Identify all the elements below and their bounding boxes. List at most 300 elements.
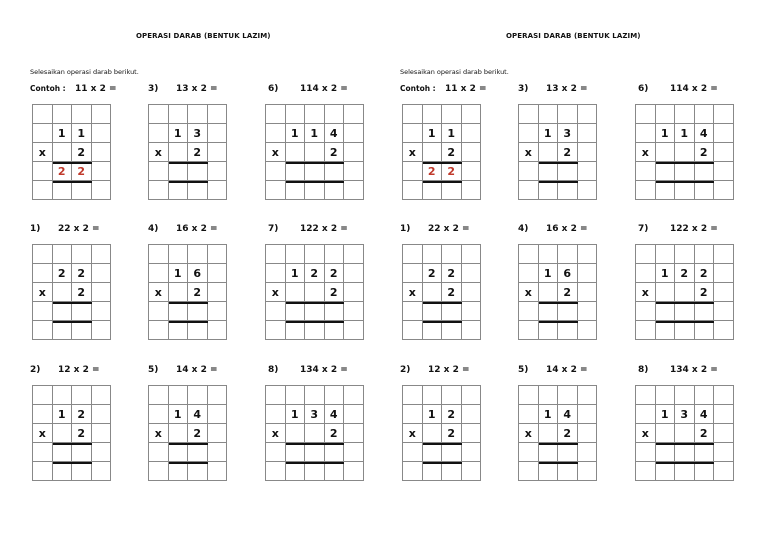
- answer-grid: [402, 385, 481, 481]
- grid-cell: [578, 405, 598, 424]
- problem-label: [518, 224, 588, 234]
- answer-cell[interactable]: [286, 162, 306, 181]
- grid-cell: [578, 386, 598, 405]
- grid-cell: [675, 245, 695, 264]
- answer-cell[interactable]: [656, 443, 676, 462]
- answer-top-rule: [539, 302, 578, 304]
- grid-cell: [72, 105, 92, 124]
- grid-cell: [286, 181, 306, 200]
- answer-cell[interactable]: [519, 443, 539, 462]
- multiplicand-digit: 1: [169, 264, 189, 283]
- answer-cell[interactable]: [149, 302, 169, 321]
- problem-number: 1): [400, 224, 411, 234]
- answer-top-rule: [423, 302, 462, 304]
- answer-cell[interactable]: [462, 162, 482, 181]
- grid-cell: [286, 283, 306, 302]
- answer-cell[interactable]: [578, 162, 598, 181]
- grid-cell: [578, 283, 598, 302]
- grid-cell: [325, 386, 345, 405]
- grid-cell: [53, 105, 73, 124]
- answer-cell[interactable]: [714, 302, 734, 321]
- grid-cell: [53, 181, 73, 200]
- problem-label: [518, 84, 588, 94]
- grid-cell: [286, 321, 306, 340]
- multiplicand-digit: 2: [72, 264, 92, 283]
- answer-cell[interactable]: [539, 162, 559, 181]
- grid-cell: [636, 405, 656, 424]
- grid-cell: [558, 386, 578, 405]
- grid-cell: [188, 105, 208, 124]
- grid-cell: [149, 405, 169, 424]
- grid-cell: [53, 143, 73, 162]
- grid-cell: [558, 462, 578, 481]
- grid-cell: [286, 386, 306, 405]
- grid-cell: [305, 462, 325, 481]
- grid-cell: [92, 386, 112, 405]
- grid-cell: [462, 321, 482, 340]
- answer-cell[interactable]: [92, 162, 112, 181]
- grid-cell: [403, 105, 423, 124]
- grid-cell: [462, 245, 482, 264]
- answer-cell[interactable]: [558, 162, 578, 181]
- grid-cell: [462, 405, 482, 424]
- answer-cell[interactable]: [169, 162, 189, 181]
- answer-cell[interactable]: [675, 443, 695, 462]
- multiplier-digit: 2: [325, 424, 345, 443]
- answer-cell[interactable]: [539, 443, 559, 462]
- answer-cell[interactable]: [423, 302, 443, 321]
- grid-cell: [442, 181, 462, 200]
- answer-cell[interactable]: [578, 302, 598, 321]
- answer-cell[interactable]: [266, 443, 286, 462]
- grid-cell: [208, 124, 228, 143]
- grid-cell: [149, 264, 169, 283]
- grid-cell: [208, 321, 228, 340]
- grid-cell: [92, 264, 112, 283]
- grid-cell: [462, 264, 482, 283]
- answer-cell[interactable]: [714, 443, 734, 462]
- grid-cell: [578, 462, 598, 481]
- answer-cell[interactable]: [33, 162, 53, 181]
- grid-cell: [403, 386, 423, 405]
- grid-cell: [344, 264, 364, 283]
- grid-cell: [208, 181, 228, 200]
- grid-cell: [188, 386, 208, 405]
- grid-cell: [695, 105, 715, 124]
- grid-cell: [92, 105, 112, 124]
- problem-expression: 114 x 2 =: [670, 84, 718, 94]
- answer-bottom-rule: [539, 462, 578, 464]
- answer-cell[interactable]: [53, 302, 73, 321]
- problem-expression: 11 x 2 =: [445, 84, 487, 94]
- grid-cell: [423, 143, 443, 162]
- answer-bottom-rule: [286, 462, 345, 464]
- problem-label: [30, 365, 100, 375]
- answer-cell[interactable]: [33, 443, 53, 462]
- problem-expression: 114 x 2 =: [300, 84, 348, 94]
- answer-cell[interactable]: [208, 443, 228, 462]
- grid-cell: [423, 283, 443, 302]
- answer-top-rule: [286, 443, 345, 445]
- answer-grid: [518, 385, 597, 481]
- grid-cell: [403, 321, 423, 340]
- multiplicand-digit: 1: [169, 405, 189, 424]
- multiplier-digit: 2: [695, 143, 715, 162]
- answer-top-rule: [656, 302, 715, 304]
- grid-cell: [92, 462, 112, 481]
- grid-cell: [266, 105, 286, 124]
- grid-cell: [539, 424, 559, 443]
- grid-cell: [636, 124, 656, 143]
- multiplicand-digit: 3: [675, 405, 695, 424]
- multiplicand-digit: 2: [442, 264, 462, 283]
- problem-expression: 12 x 2 =: [428, 365, 470, 375]
- grid-cell: [208, 105, 228, 124]
- grid-cell: [149, 181, 169, 200]
- answer-grid: [32, 385, 111, 481]
- problem-label: [148, 84, 218, 94]
- answer-cell[interactable]: [325, 302, 345, 321]
- answer-cell[interactable]: [403, 302, 423, 321]
- multiplicand-digit: 4: [188, 405, 208, 424]
- grid-cell: [92, 283, 112, 302]
- grid-cell: [578, 105, 598, 124]
- problem-label: [268, 84, 348, 94]
- grid-cell: [344, 321, 364, 340]
- grid-cell: [266, 181, 286, 200]
- multiplier-digit: 2: [188, 283, 208, 302]
- problem-expression: 22 x 2 =: [428, 224, 470, 234]
- problem-number: 8): [638, 365, 649, 375]
- multiplier-digit: 2: [442, 424, 462, 443]
- grid-cell: [675, 462, 695, 481]
- answer-cell[interactable]: [305, 162, 325, 181]
- problem-number: 1): [30, 224, 41, 234]
- answer-bottom-rule: [423, 462, 462, 464]
- multiply-sign: x: [636, 424, 656, 443]
- answer-cell[interactable]: [519, 162, 539, 181]
- grid-cell: [344, 405, 364, 424]
- answer-cell[interactable]: [305, 302, 325, 321]
- answer-cell[interactable]: [636, 443, 656, 462]
- grid-cell: [539, 321, 559, 340]
- problem-number: 7): [638, 224, 649, 234]
- multiply-sign: x: [636, 143, 656, 162]
- grid-cell: [208, 143, 228, 162]
- grid-cell: [169, 462, 189, 481]
- grid-cell: [344, 462, 364, 481]
- grid-cell: [656, 283, 676, 302]
- grid-cell: [149, 124, 169, 143]
- answer-cell[interactable]: [208, 162, 228, 181]
- grid-cell: [53, 386, 73, 405]
- grid-cell: [344, 105, 364, 124]
- grid-cell: [519, 124, 539, 143]
- answer-cell[interactable]: [656, 302, 676, 321]
- problem-label: [148, 224, 218, 234]
- grid-cell: [403, 462, 423, 481]
- grid-cell: [578, 321, 598, 340]
- problem-number: 6): [638, 84, 649, 94]
- grid-cell: [208, 405, 228, 424]
- grid-cell: [695, 462, 715, 481]
- grid-cell: [33, 405, 53, 424]
- answer-cell[interactable]: [188, 302, 208, 321]
- problem-expression: 14 x 2 =: [546, 365, 588, 375]
- grid-cell: [305, 181, 325, 200]
- grid-cell: [675, 424, 695, 443]
- grid-cell: [539, 283, 559, 302]
- grid-cell: [188, 462, 208, 481]
- grid-cell: [33, 105, 53, 124]
- answer-grid: [32, 104, 111, 200]
- grid-cell: [656, 245, 676, 264]
- grid-cell: [462, 424, 482, 443]
- answer-cell[interactable]: [714, 162, 734, 181]
- grid-cell: [558, 245, 578, 264]
- grid-cell: [539, 143, 559, 162]
- multiplicand-digit: 1: [442, 124, 462, 143]
- grid-cell: [325, 181, 345, 200]
- answer-cell[interactable]: [695, 162, 715, 181]
- answer-cell[interactable]: [169, 443, 189, 462]
- grid-cell: [636, 181, 656, 200]
- worksheet-right: [370, 0, 754, 543]
- grid-cell: [92, 245, 112, 264]
- grid-cell: [578, 424, 598, 443]
- answer-top-rule: [53, 443, 92, 445]
- grid-cell: [578, 264, 598, 283]
- grid-cell: [53, 424, 73, 443]
- grid-cell: [403, 264, 423, 283]
- answer-top-rule: [656, 162, 715, 164]
- answer-grid: [32, 244, 111, 340]
- answer-cell[interactable]: [188, 162, 208, 181]
- multiply-sign: x: [519, 424, 539, 443]
- multiply-sign: x: [519, 143, 539, 162]
- grid-cell: [714, 264, 734, 283]
- grid-cell: [92, 321, 112, 340]
- grid-cell: [558, 181, 578, 200]
- grid-cell: [208, 283, 228, 302]
- problem-number: 5): [148, 365, 159, 375]
- multiplier-digit: 2: [72, 283, 92, 302]
- answer-cell[interactable]: [266, 162, 286, 181]
- answer-bottom-rule: [53, 462, 92, 464]
- worksheet-title: OPERASI DARAB (BENTUK LAZIM): [136, 32, 271, 40]
- grid-cell: [149, 321, 169, 340]
- answer-cell[interactable]: [656, 162, 676, 181]
- answer-cell[interactable]: [325, 162, 345, 181]
- grid-cell: [636, 462, 656, 481]
- answer-cell[interactable]: [675, 302, 695, 321]
- problem-expression: 13 x 2 =: [176, 84, 218, 94]
- grid-cell: [578, 124, 598, 143]
- answer-bottom-rule: [286, 321, 345, 323]
- grid-cell: [92, 405, 112, 424]
- answer-cell[interactable]: [695, 443, 715, 462]
- answer-grid: [148, 385, 227, 481]
- grid-cell: [72, 181, 92, 200]
- answer-cell[interactable]: [286, 443, 306, 462]
- problem-number: 4): [148, 224, 159, 234]
- grid-cell: [442, 105, 462, 124]
- grid-cell: [53, 283, 73, 302]
- answer-cell[interactable]: [188, 443, 208, 462]
- answer-cell[interactable]: [539, 302, 559, 321]
- grid-cell: [266, 124, 286, 143]
- answer-cell[interactable]: [286, 302, 306, 321]
- answer-cell[interactable]: [423, 443, 443, 462]
- grid-cell: [325, 462, 345, 481]
- grid-cell: [423, 424, 443, 443]
- grid-cell: [462, 386, 482, 405]
- problem-label: [638, 84, 718, 94]
- answer-cell[interactable]: [442, 443, 462, 462]
- multiplicand-digit: 1: [423, 124, 443, 143]
- grid-cell: [305, 105, 325, 124]
- grid-cell: [675, 105, 695, 124]
- answer-cell[interactable]: [305, 443, 325, 462]
- answer-cell[interactable]: [636, 162, 656, 181]
- grid-cell: [53, 245, 73, 264]
- multiplicand-digit: 1: [53, 405, 73, 424]
- grid-cell: [344, 424, 364, 443]
- answer-cell[interactable]: [675, 162, 695, 181]
- grid-cell: [462, 124, 482, 143]
- multiply-sign: x: [33, 143, 53, 162]
- answer-cell[interactable]: [92, 443, 112, 462]
- grid-cell: [519, 321, 539, 340]
- answer-grid: [518, 244, 597, 340]
- instruction-text: Selesaikan operasi darab berikut.: [30, 68, 139, 76]
- answer-cell[interactable]: [149, 443, 169, 462]
- grid-cell: [675, 283, 695, 302]
- answer-cell[interactable]: [325, 443, 345, 462]
- multiplicand-digit: 4: [695, 124, 715, 143]
- multiplicand-digit: 6: [188, 264, 208, 283]
- multiplicand-digit: 1: [72, 124, 92, 143]
- multiplicand-digit: 1: [656, 124, 676, 143]
- multiplicand-digit: 2: [72, 405, 92, 424]
- answer-cell[interactable]: [558, 443, 578, 462]
- grid-cell: [539, 105, 559, 124]
- multiply-sign: x: [266, 283, 286, 302]
- grid-cell: [423, 462, 443, 481]
- problem-label: [638, 224, 718, 234]
- grid-cell: [149, 245, 169, 264]
- grid-cell: [403, 124, 423, 143]
- answer-cell[interactable]: [72, 302, 92, 321]
- grid-cell: [344, 386, 364, 405]
- answer-grid: [635, 385, 734, 481]
- grid-cell: [286, 143, 306, 162]
- multiplicand-digit: 4: [325, 405, 345, 424]
- answer-bottom-rule: [423, 321, 462, 323]
- grid-cell: [656, 321, 676, 340]
- grid-cell: [33, 386, 53, 405]
- answer-bottom-rule: [539, 321, 578, 323]
- multiplicand-digit: 1: [656, 264, 676, 283]
- grid-cell: [286, 105, 306, 124]
- answer-cell[interactable]: [344, 162, 364, 181]
- answer-digit: 2: [53, 162, 73, 181]
- grid-cell: [578, 181, 598, 200]
- answer-bottom-rule: [656, 321, 715, 323]
- answer-cell[interactable]: [403, 162, 423, 181]
- grid-cell: [714, 143, 734, 162]
- problem-number: 3): [518, 84, 529, 94]
- answer-cell[interactable]: [169, 302, 189, 321]
- answer-cell[interactable]: [344, 443, 364, 462]
- grid-cell: [714, 462, 734, 481]
- multiply-sign: x: [266, 143, 286, 162]
- grid-cell: [208, 462, 228, 481]
- grid-cell: [33, 124, 53, 143]
- answer-cell[interactable]: [462, 302, 482, 321]
- answer-cell[interactable]: [403, 443, 423, 462]
- answer-cell[interactable]: [636, 302, 656, 321]
- multiplicand-digit: 1: [539, 124, 559, 143]
- answer-cell[interactable]: [92, 302, 112, 321]
- answer-cell[interactable]: [53, 443, 73, 462]
- grid-cell: [558, 321, 578, 340]
- grid-cell: [169, 143, 189, 162]
- grid-cell: [286, 245, 306, 264]
- answer-cell[interactable]: [344, 302, 364, 321]
- answer-cell[interactable]: [149, 162, 169, 181]
- answer-top-rule: [169, 162, 208, 164]
- answer-cell[interactable]: [72, 443, 92, 462]
- grid-cell: [675, 321, 695, 340]
- problem-label: [400, 84, 487, 94]
- answer-cell[interactable]: [578, 443, 598, 462]
- problem-expression: 13 x 2 =: [546, 84, 588, 94]
- multiply-sign: x: [266, 424, 286, 443]
- grid-cell: [208, 264, 228, 283]
- problem-number: 8): [268, 365, 279, 375]
- grid-cell: [695, 386, 715, 405]
- grid-cell: [149, 105, 169, 124]
- answer-cell[interactable]: [33, 302, 53, 321]
- answer-bottom-rule: [423, 181, 462, 183]
- grid-cell: [53, 321, 73, 340]
- answer-top-rule: [423, 162, 462, 164]
- grid-cell: [442, 462, 462, 481]
- answer-cell[interactable]: [695, 302, 715, 321]
- multiplicand-digit: 1: [656, 405, 676, 424]
- problem-expression: 11 x 2 =: [75, 84, 117, 94]
- answer-top-rule: [169, 443, 208, 445]
- problem-label: [30, 84, 117, 94]
- grid-cell: [325, 105, 345, 124]
- answer-cell[interactable]: [442, 302, 462, 321]
- grid-cell: [675, 143, 695, 162]
- answer-bottom-rule: [169, 181, 208, 183]
- multiplicand-digit: 3: [558, 124, 578, 143]
- answer-cell[interactable]: [266, 302, 286, 321]
- answer-bottom-rule: [169, 462, 208, 464]
- grid-cell: [636, 386, 656, 405]
- answer-cell[interactable]: [208, 302, 228, 321]
- answer-cell[interactable]: [558, 302, 578, 321]
- grid-cell: [92, 181, 112, 200]
- grid-cell: [519, 405, 539, 424]
- answer-cell[interactable]: [462, 443, 482, 462]
- worksheet-title: OPERASI DARAB (BENTUK LAZIM): [506, 32, 641, 40]
- multiply-sign: x: [403, 283, 423, 302]
- answer-cell[interactable]: [519, 302, 539, 321]
